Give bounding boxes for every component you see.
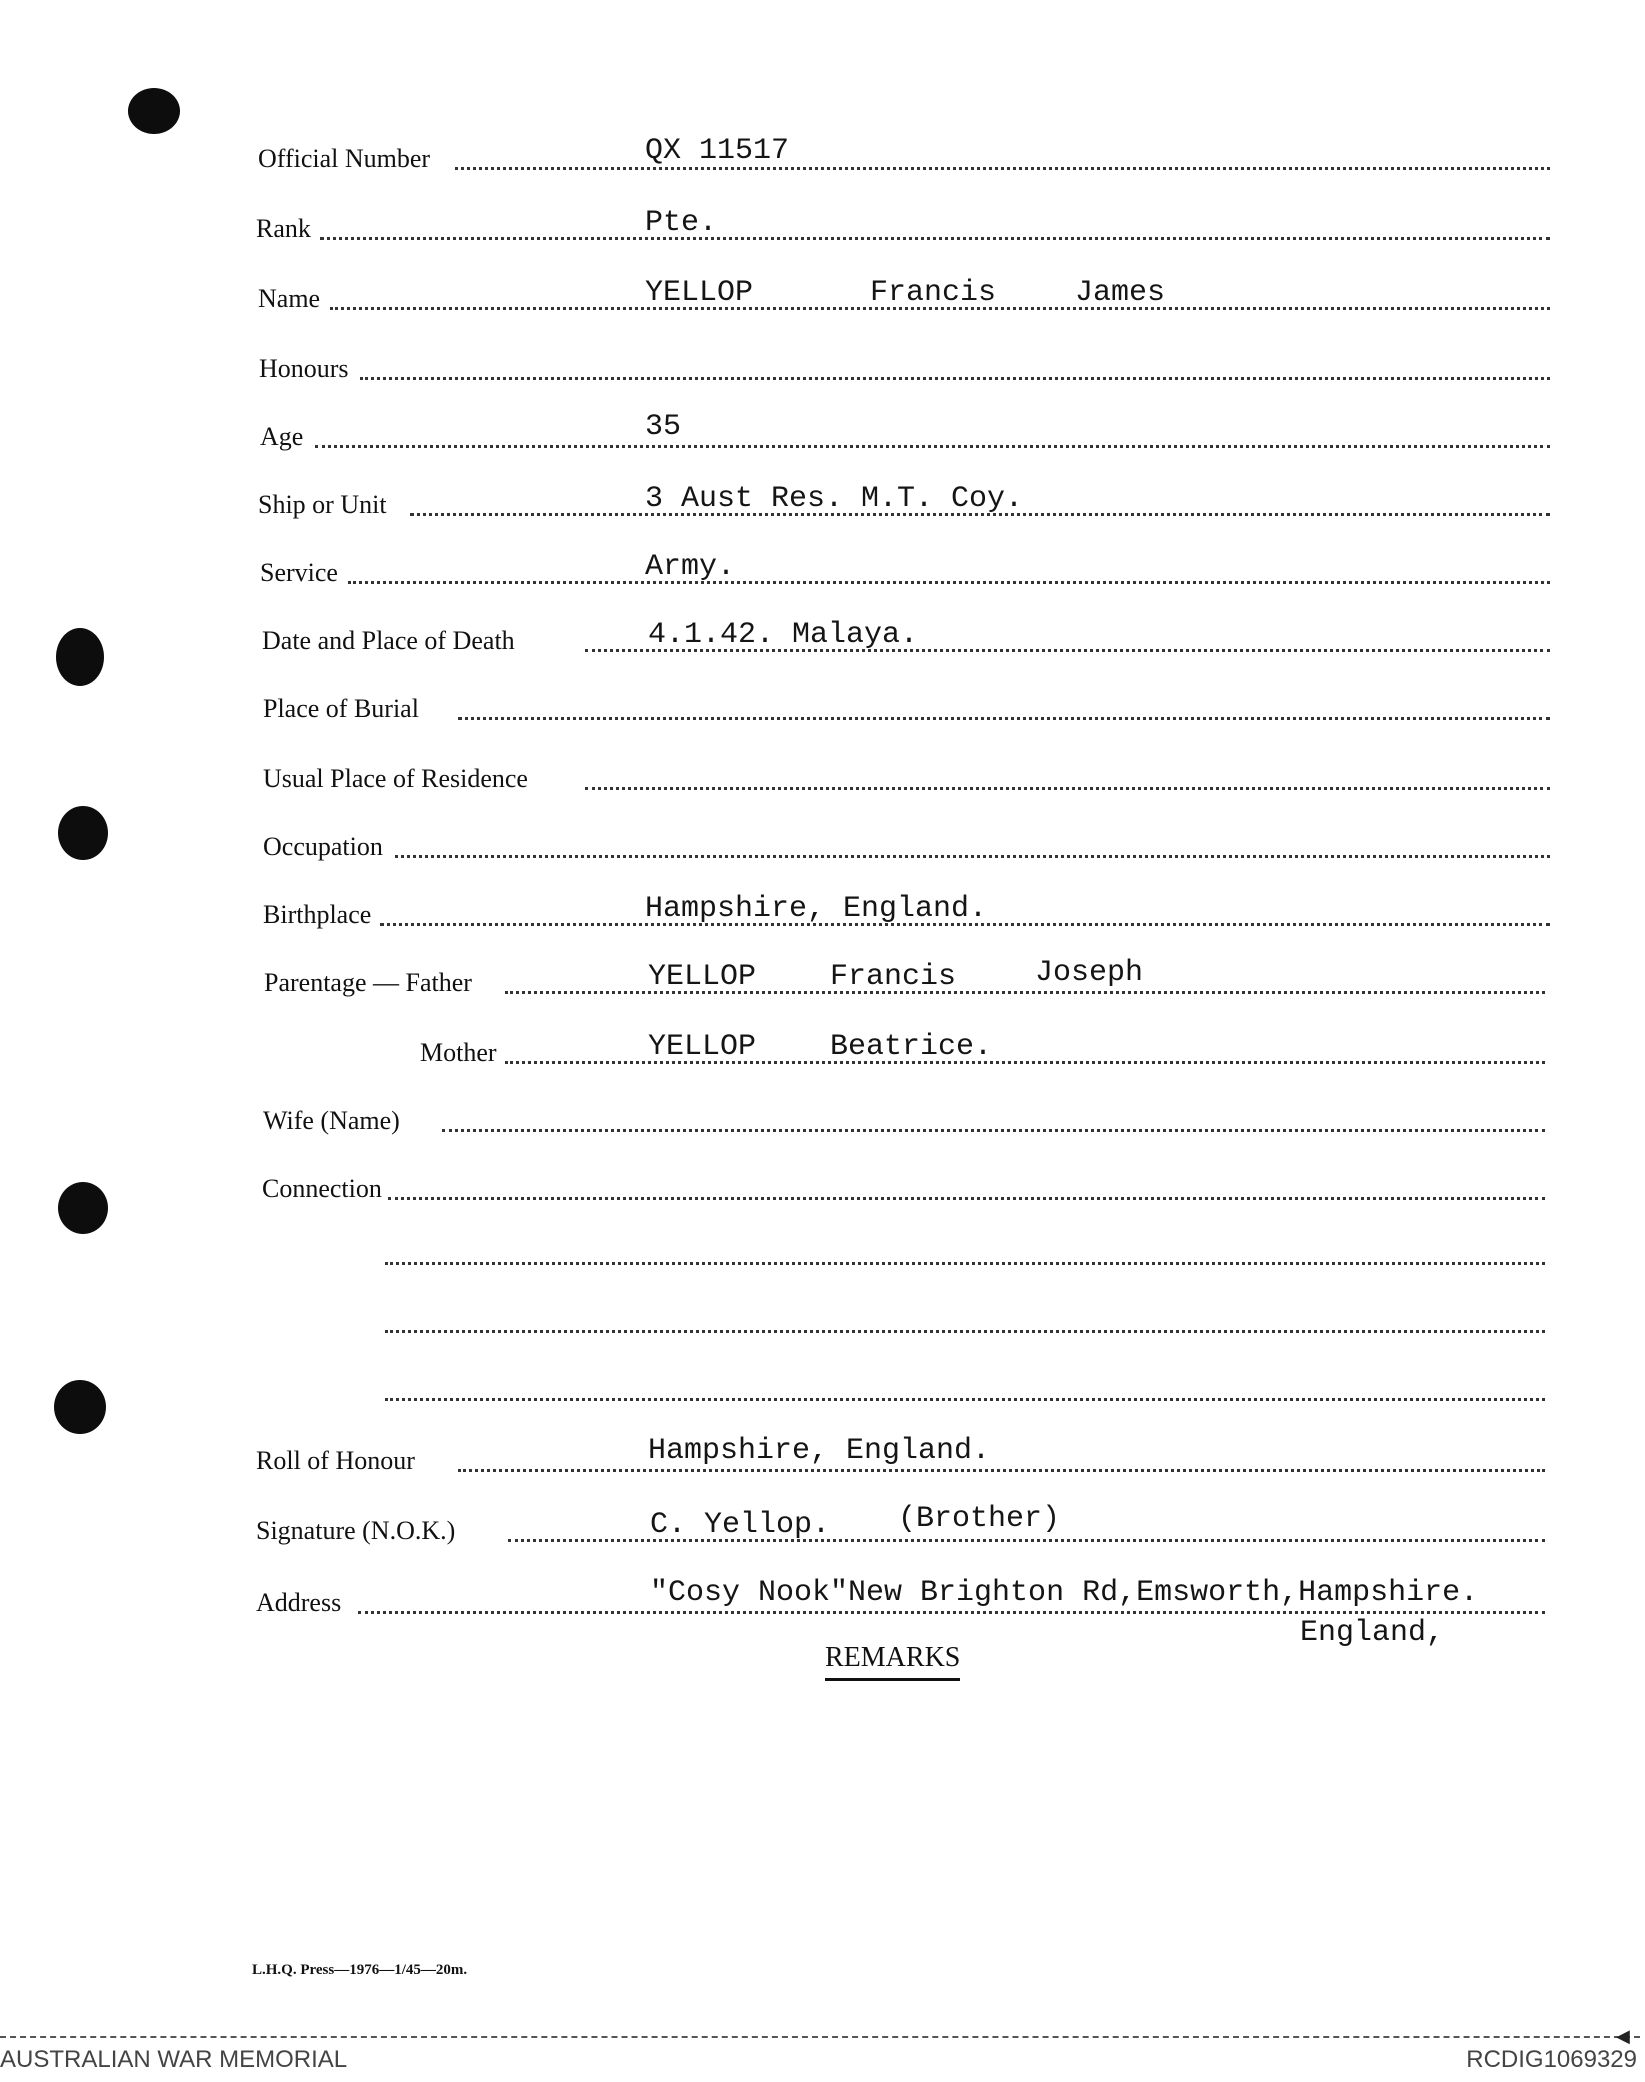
remarks-heading: REMARKS [825,1642,960,1681]
father-surname: YELLOP [648,960,757,994]
address-dots [358,1611,1545,1614]
father-given: Francis [830,960,957,994]
address-label: Address [256,1588,342,1617]
age-dots [315,445,1550,448]
service-label: Service [260,558,338,587]
signature-relation: (Brother) [898,1502,1061,1536]
roll-honour-value: Hampshire, England. [648,1434,991,1468]
name-surname: YELLOP [645,276,754,310]
connection-blank-line-1 [385,1262,1545,1265]
age-value: 35 [645,410,682,444]
name-middle: James [1075,276,1166,310]
father-middle: Joseph [1035,956,1144,990]
roll-honour-dots [458,1469,1545,1472]
rank-value: Pte. [645,206,718,240]
residence-dots [585,787,1550,790]
connection-dots [388,1197,1545,1200]
name-row [0,262,1645,312]
signature-row [0,1494,1645,1544]
honours-dots [360,377,1550,380]
father-label: Parentage — Father [264,968,472,997]
rank-label: Rank [256,214,311,243]
official-number-value: QX 11517 [645,134,790,168]
mother-label: Mother [420,1038,497,1067]
honours-label: Honours [259,354,349,383]
age-row [0,400,1645,450]
connection-row [0,1152,1645,1202]
rank-dots [320,237,1550,240]
ship-unit-row [0,468,1645,518]
arrow-icon: ◀ [1616,2026,1630,2046]
father-row [0,946,1645,996]
name-given: Francis [870,276,997,310]
birthplace-value: Hampshire, England. [645,892,988,926]
residence-row [0,742,1645,792]
ship-unit-value: 3 Aust Res. M.T. Coy. [645,482,1024,516]
address-row [0,1566,1645,1616]
official-number-label: Official Number [258,144,431,173]
burial-label: Place of Burial [263,694,419,723]
occupation-row [0,810,1645,860]
death-label: Date and Place of Death [262,626,515,655]
connection-blank-line-3 [385,1398,1545,1401]
mother-given: Beatrice. [830,1030,993,1064]
occupation-dots [395,855,1550,858]
residence-label: Usual Place of Residence [263,764,528,793]
wife-label: Wife (Name) [263,1106,400,1135]
birthplace-row [0,878,1645,928]
death-row [0,604,1645,654]
service-value: Army. [645,550,736,584]
connection-blank-line-2 [385,1330,1545,1333]
connection-label: Connection [262,1174,382,1203]
ship-unit-label: Ship or Unit [258,490,387,519]
official-number-row [0,122,1645,172]
age-label: Age [260,422,304,451]
name-label: Name [258,284,321,313]
roll-honour-row [0,1424,1645,1474]
burial-dots [458,717,1550,720]
death-value: 4.1.42. Malaya. [648,618,919,652]
mother-surname: YELLOP [648,1030,757,1064]
footer-rule [0,2036,1640,2038]
record-id: RCDIG1069329 [1466,2046,1637,2073]
service-row [0,536,1645,586]
institution-name: AUSTRALIAN WAR MEMORIAL [0,2046,348,2073]
mother-row [0,1016,1645,1066]
address-line2: England, [1300,1616,1445,1650]
printer-note: L.H.Q. Press—1976—1/45—20m. [252,1962,468,1978]
address-line1: "Cosy Nook"New Brighton Rd,Emsworth,Hampshire. [650,1576,1479,1610]
wife-row [0,1084,1645,1134]
rank-row [0,192,1645,242]
birthplace-label: Birthplace [263,900,372,929]
wife-dots [442,1129,1545,1132]
honours-row [0,332,1645,382]
occupation-label: Occupation [263,832,383,861]
signature-label: Signature (N.O.K.) [256,1516,456,1545]
official-number-dots [455,167,1550,170]
roll-honour-label: Roll of Honour [256,1446,415,1475]
service-dots [348,581,1550,584]
signature-name: C. Yellop. [650,1508,831,1542]
burial-row [0,672,1645,722]
